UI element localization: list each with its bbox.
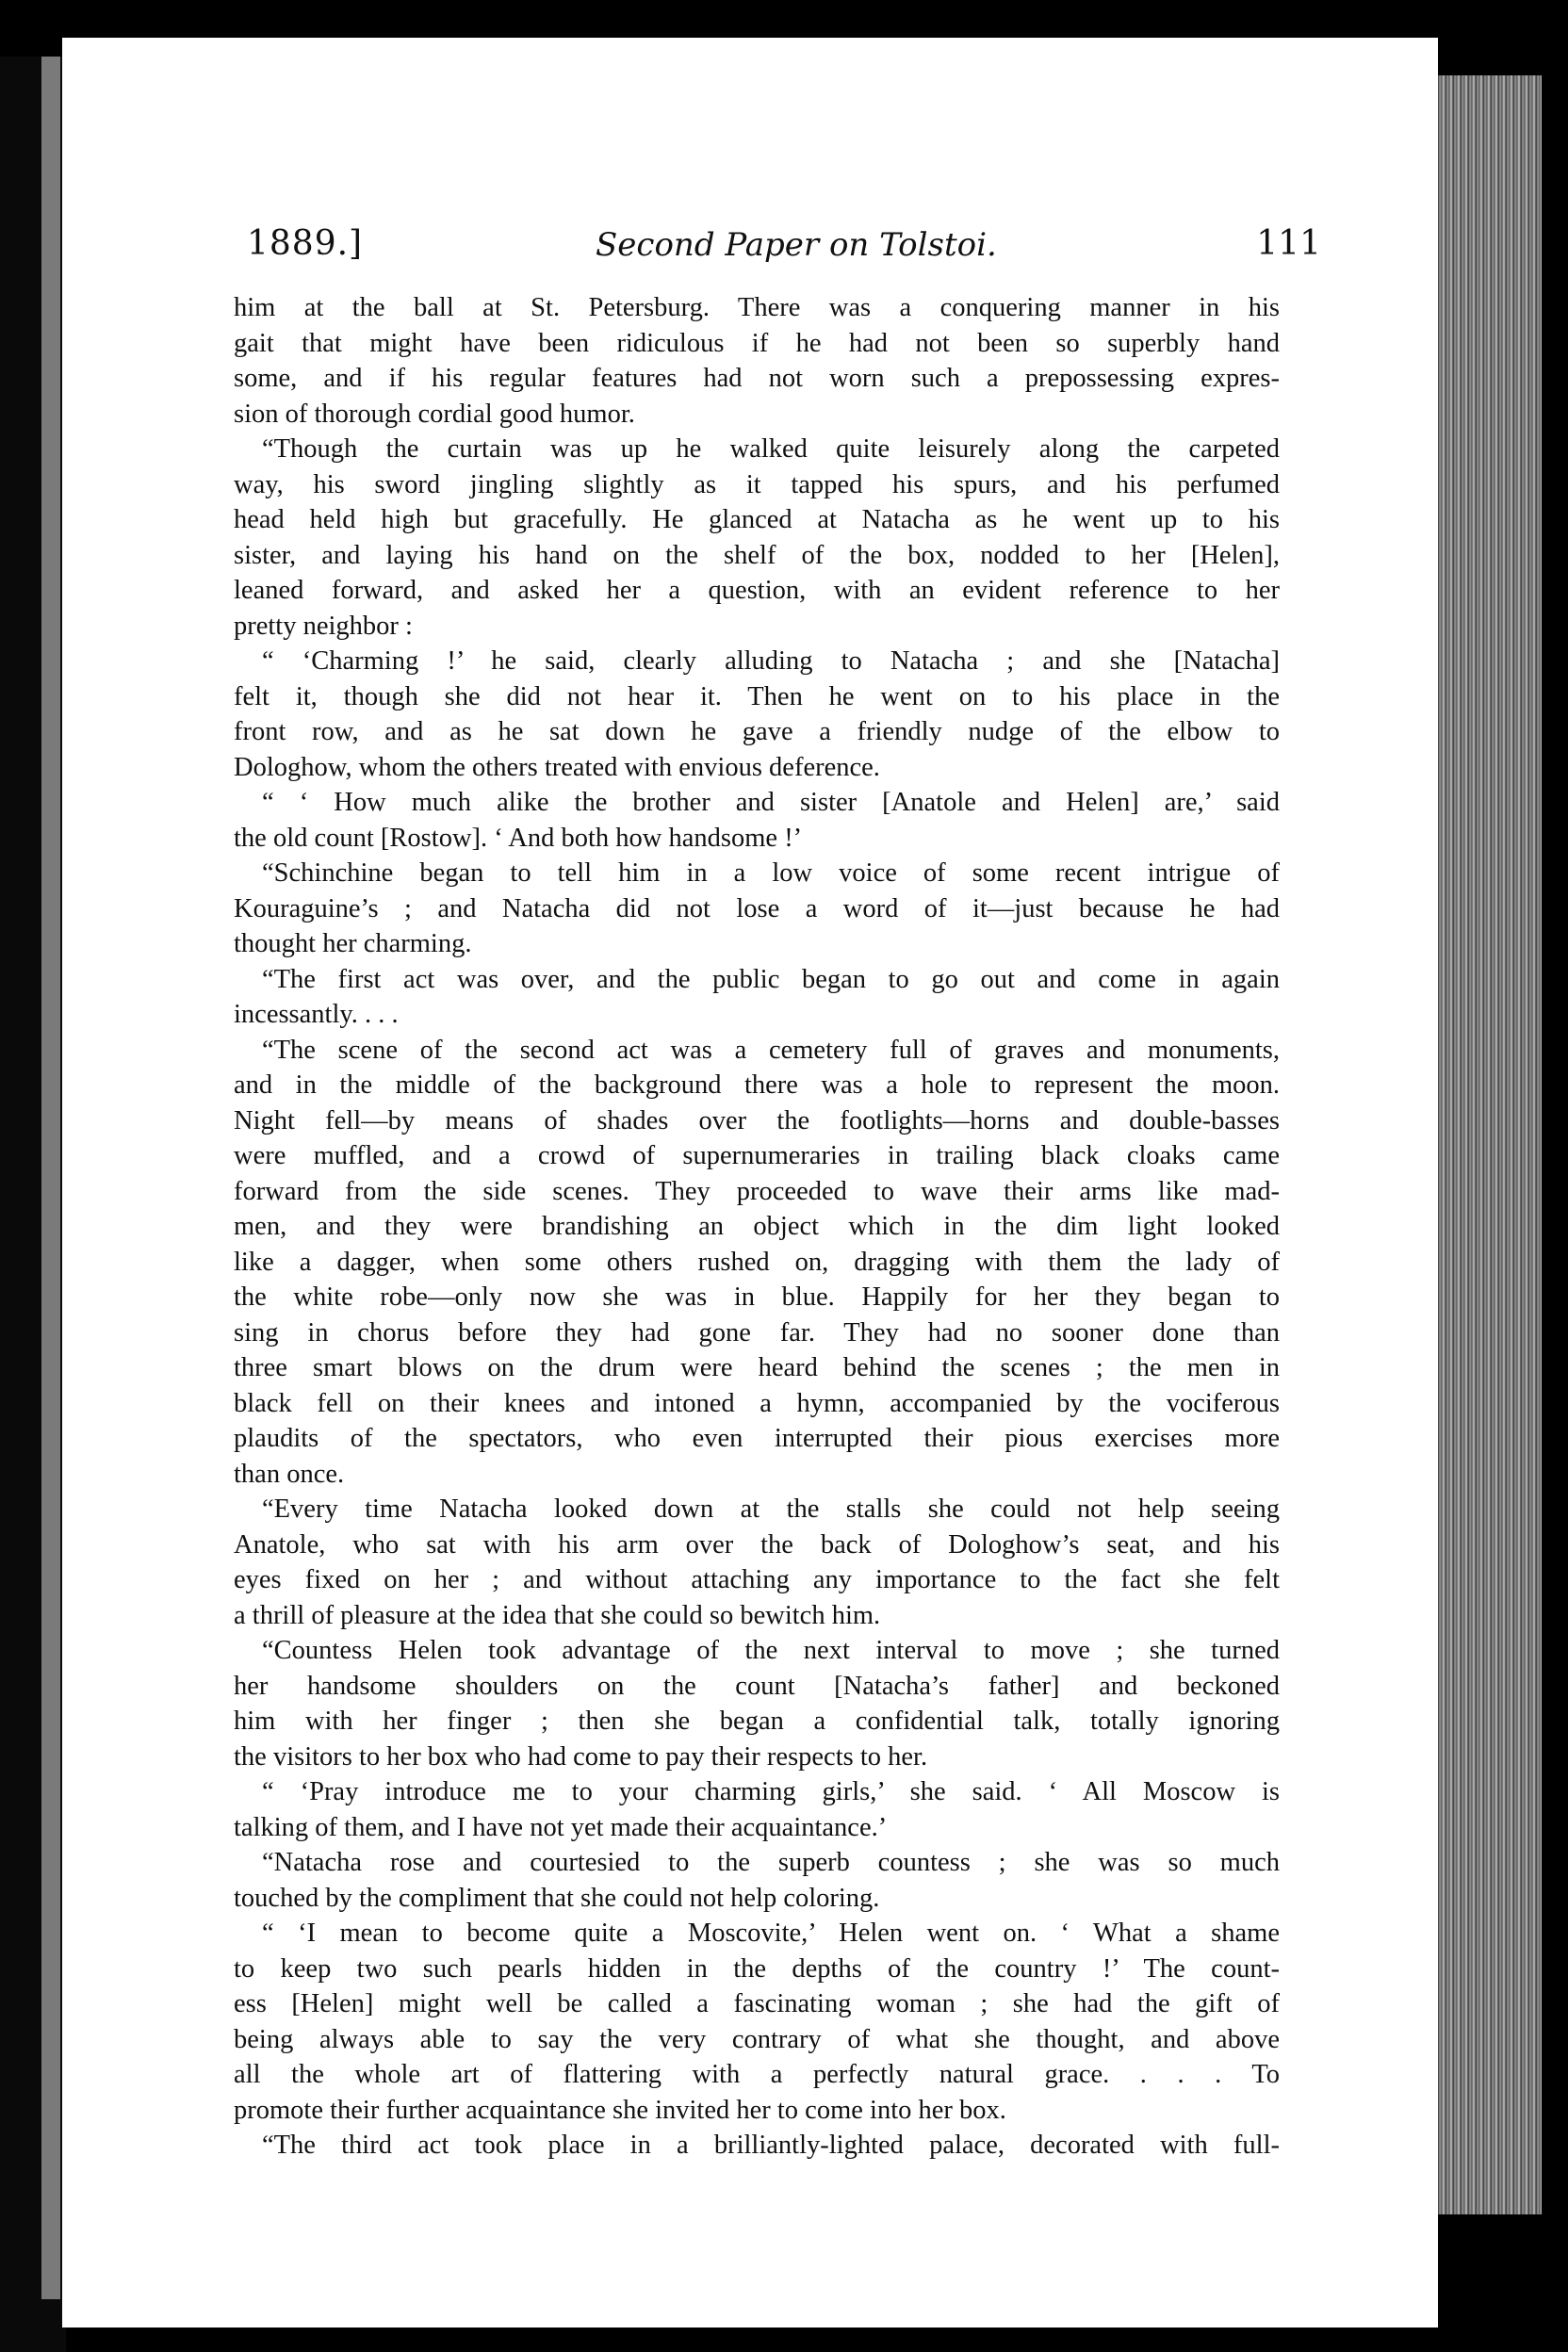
text-line: “Schinchine began to tell him in a low voice of some recent intrigue of	[262, 858, 1280, 888]
text-line: “ ‘Charming !’ he said, clearly alluding to Natacha ; and she [Natacha]	[262, 646, 1280, 676]
text-line: the white robe—only now she was in blue. Happily for her they began to	[234, 1282, 1280, 1312]
text-line: “Though the curtain was up he walked quite leisurely along the carpeted	[262, 434, 1280, 464]
text-line: sing in chorus before they had gone far. They had no sooner done than	[234, 1317, 1280, 1348]
body-text	[234, 290, 1280, 2164]
text-line: ess [Helen] might well be called a fascinating woman ; she had the gift of	[234, 1989, 1280, 2018]
header-title: Second Paper on Tolstoi.	[596, 226, 997, 264]
text-line: Dologhow, whom the others treated with envious deference.	[234, 752, 880, 782]
text-line: promote their further acquaintance she invited her to come into her box.	[234, 2095, 1006, 2125]
text-line: black fell on their knees and intoned a hymn, accompanied by the vociferous	[234, 1388, 1280, 1418]
text-line: him with her finger ; then she began a confidential talk, totally ignoring	[234, 1707, 1280, 1736]
text-line: eyes fixed on her ; and without attaching any importance to the fact she felt	[234, 1565, 1280, 1594]
text-line: gait that might have been ridiculous if he had not been so superbly hand	[234, 328, 1280, 358]
text-line: “The scene of the second act was a cemetery full of graves and monuments,	[262, 1035, 1280, 1065]
text-line: “ ‘I mean to become quite a Moscovite,’ Helen went on. ‘ What a shame	[262, 1919, 1280, 1948]
header-year: 1889.]	[247, 224, 364, 263]
text-line: head held high but gracefully. He glanced at Natacha as he went up to his	[234, 505, 1280, 534]
text-line: like a dagger, when some others rushed on, dragging with them the lady of	[234, 1247, 1280, 1277]
text-line: talking of them, and I have not yet made their acquaintance.’	[234, 1812, 888, 1842]
text-line: touched by the compliment that she could not help coloring.	[234, 1883, 880, 1913]
text-line: Night fell—by means of shades over the footlights—horns and double-basses	[234, 1105, 1280, 1135]
text-line: “ ‘ How much alike the brother and sister [Anatole and Helen] are,’ said	[262, 788, 1280, 817]
text-line: sister, and laying his hand on the shelf of the box, nodded to her [Helen],	[234, 540, 1280, 570]
text-line: Anatole, who sat with his arm over the back of Dologhow’s seat, and his	[234, 1529, 1280, 1560]
text-line: men, and they were brandishing an object which in the dim light looked	[234, 1212, 1280, 1241]
text-line: than once.	[234, 1459, 345, 1489]
text-line: the visitors to her box who had come to pay their respects to her.	[234, 1741, 928, 1772]
text-line: three smart blows on the drum were heard behind the scenes ; the men in	[234, 1353, 1280, 1382]
text-line: “The first act was over, and the public began to go out and come in again	[262, 964, 1280, 994]
text-line: leaned forward, and asked her a question, with an evident reference to her	[234, 576, 1280, 605]
text-line: were muffled, and a crowd of supernumeraries in trailing black cloaks came	[234, 1141, 1280, 1170]
binding-edge	[41, 57, 60, 2299]
text-line: felt it, though she did not hear it. Then he went on to his place in the	[234, 681, 1280, 711]
text-line: “Natacha rose and courtesied to the superb countess ; she was so much	[262, 1848, 1280, 1877]
text-line: way, his sword jingling slightly as it tapped his spurs, and his perfumed	[234, 469, 1280, 499]
text-line: plaudits of the spectators, who even interrupted their pious exercises more	[234, 1424, 1280, 1453]
running-head	[247, 224, 1321, 271]
text-line: sion of thorough cordial good humor.	[234, 399, 635, 429]
text-line: “ ‘Pray introduce me to your charming girls,’ she said. ‘ All Moscow is	[262, 1777, 1280, 1806]
text-line: being always able to say the very contrary of what she thought, and above	[234, 2024, 1280, 2054]
text-line: the old count [Rostow]. ‘ And both how handsome !’	[234, 823, 803, 853]
page-fore-edge	[1438, 75, 1542, 2214]
text-line: some, and if his regular features had not worn such a prepossessing expres-	[234, 364, 1280, 393]
text-line: and in the middle of the background there was a hole to represent the moon.	[234, 1070, 1280, 1100]
text-line: him at the ball at St. Petersburg. There was a conquering manner in his	[234, 293, 1280, 322]
text-line: “The third act took place in a brilliantly-lighted palace, decorated with full-	[262, 2131, 1280, 2160]
text-line: her handsome shoulders on the count [Natacha’s father] and beckoned	[234, 1671, 1280, 1701]
text-line: incessantly. . . .	[234, 1000, 399, 1029]
text-line: “Every time Natacha looked down at the stalls she could not help seeing	[262, 1494, 1280, 1524]
text-line: Kouraguine’s ; and Natacha did not lose a word of it—just because he had	[234, 893, 1280, 923]
page-number: 111	[1256, 224, 1321, 263]
text-line: forward from the side scenes. They proceeded to wave their arms like mad-	[234, 1176, 1280, 1206]
text-line: front row, and as he sat down he gave a friendly nudge of the elbow to	[234, 717, 1280, 746]
text-line: to keep two such pearls hidden in the depths of the country !’ The count-	[234, 1953, 1280, 1984]
text-line: thought her charming.	[234, 929, 472, 958]
text-line: pretty neighbor :	[234, 611, 413, 641]
text-line: a thrill of pleasure at the idea that she could so bewitch him.	[234, 1600, 881, 1630]
text-line: “Countess Helen took advantage of the next interval to move ; she turned	[262, 1636, 1280, 1665]
text-line: all the whole art of flattering with a perfectly natural grace. . . . To	[234, 2060, 1280, 2089]
